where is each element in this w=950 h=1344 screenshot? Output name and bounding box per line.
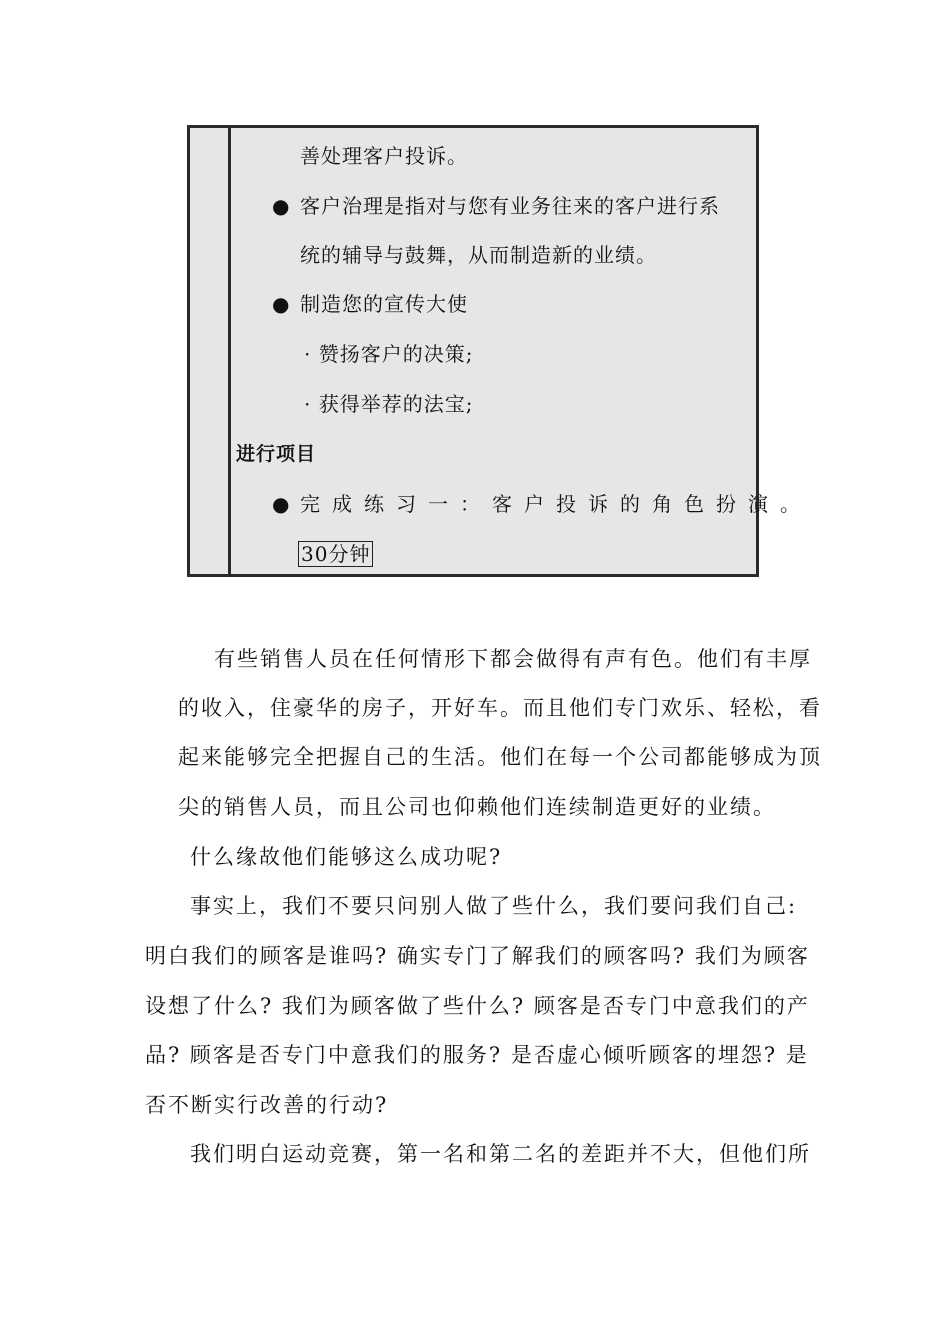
para3-line5: 否不断实行改善的行动?	[145, 1093, 389, 1117]
box-divider	[228, 128, 231, 574]
sub-item-1: · 赞扬客户的决策;	[304, 342, 474, 366]
para1-line4: 尖的销售人员，而且公司也仰赖他们连续制造更好的业绩。	[178, 795, 776, 819]
para2: 什么缘故他们能够这么成功呢?	[190, 845, 503, 869]
section-heading: 进行项目	[236, 443, 317, 465]
bullet-icon: ●	[272, 292, 290, 316]
para3-line4: 品? 顾客是否专门中意我们的服务? 是否虚心倾听顾客的埋怨? 是	[145, 1043, 809, 1067]
box-line-1: 善处理客户投诉。	[300, 144, 468, 168]
bullet-icon: ●	[272, 194, 290, 218]
para3-line3: 设想了什么? 我们为顾客做了些什么? 顾客是否专门中意我们的产	[145, 994, 810, 1018]
sub-item-2: · 获得举荐的法宝;	[304, 392, 474, 416]
bullet1-line2: 统的辅导与鼓舞，从而制造新的业绩。	[300, 243, 657, 267]
para3-line1: 事实上，我们不要只问别人做了些什么，我们要问我们自己:	[190, 894, 798, 918]
bullet2-text: 制造您的宣传大使	[300, 292, 468, 316]
duration-tag: 30分钟	[298, 541, 373, 567]
para1-line2: 的收入，住豪华的房子，开好车。而且他们专门欢乐、轻松，看	[178, 696, 822, 720]
para1-line1: 有些销售人员在任何情形下都会做得有声有色。他们有丰厚	[214, 647, 812, 671]
duration-label	[298, 540, 373, 568]
bullet3-text: 完成练习一：客户投诉的角色扮演。	[300, 492, 812, 516]
para1-line3: 起来能够完全把握自己的生活。他们在每一个公司都能够成为顶	[178, 745, 822, 769]
para4: 我们明白运动竞赛，第一名和第二名的差距并不大，但他们所	[190, 1142, 811, 1166]
para3-line2: 明白我们的顾客是谁吗? 确实专门了解我们的顾客吗? 我们为顾客	[145, 944, 810, 968]
bullet-icon: ●	[272, 492, 290, 516]
bullet1-line1: 客户治理是指对与您有业务往来的客户进行系	[300, 194, 720, 218]
